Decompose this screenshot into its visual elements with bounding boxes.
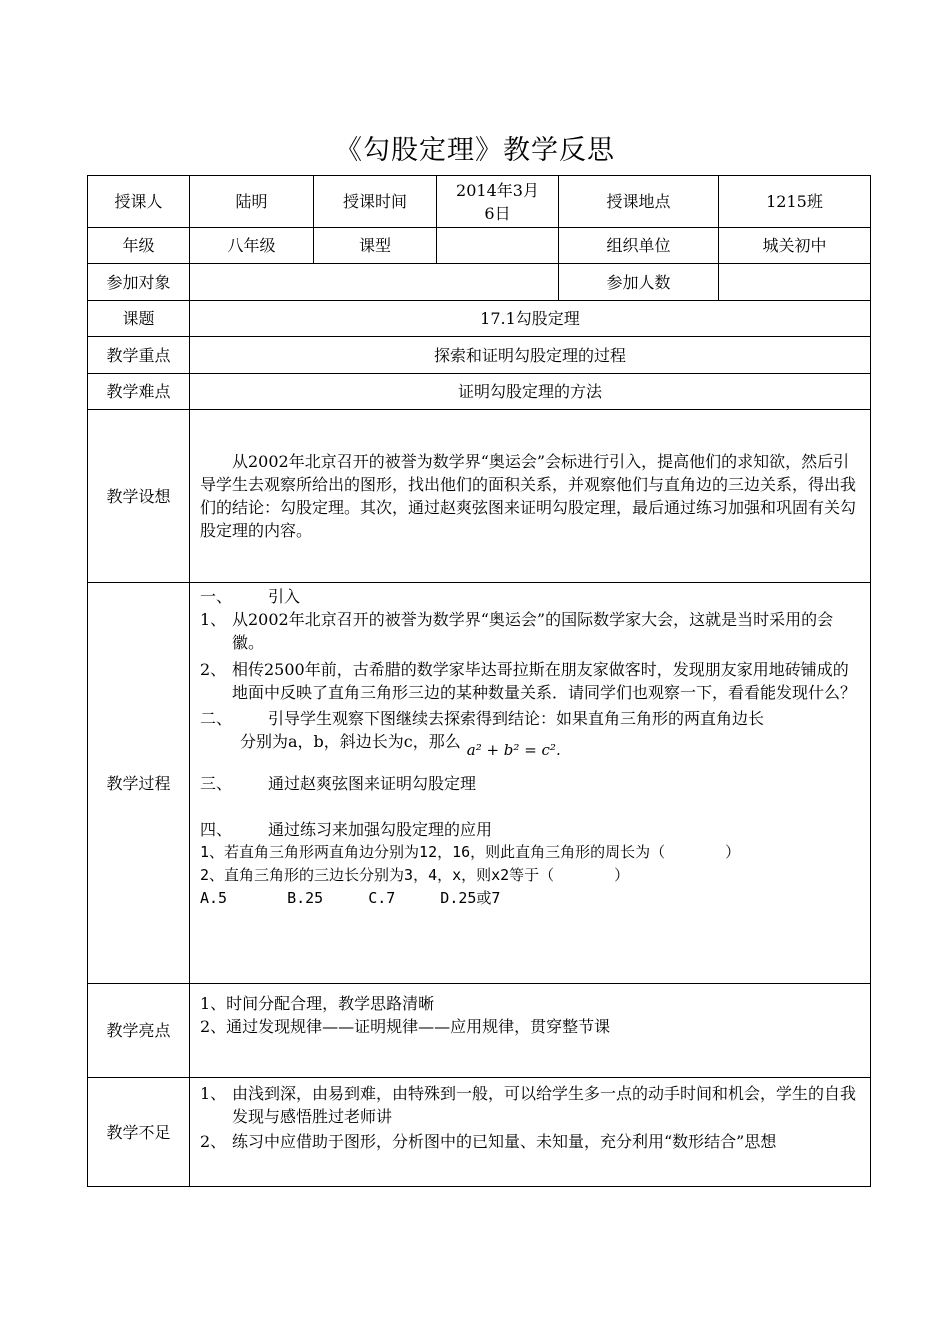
table-row <box>88 264 871 301</box>
table-row <box>88 583 871 984</box>
question-2: 2、直角三角形的三边长分别为3，4，x，则x2等于（ ） <box>200 866 630 884</box>
item-1-number: 1、 <box>200 610 227 629</box>
design-content <box>190 410 871 583</box>
question-1: 1、若直角三角形两直角边分别为12，16，则此直角三角形的周长为（ ） <box>200 843 741 861</box>
place-value: 1215班 <box>719 176 871 228</box>
section-3-number: 三、 <box>200 774 233 793</box>
page-title: 《勾股定理》教学反思 <box>335 135 615 166</box>
section-4 <box>200 818 860 841</box>
topic-value: 17.1勾股定理 <box>190 301 871 337</box>
table-row <box>88 228 871 264</box>
highlight-2: 2、通过发现规律——证明规律——应用规律，贯穿整节课 <box>200 1017 611 1036</box>
section-2 <box>200 707 860 730</box>
table-row <box>88 984 871 1078</box>
section-2-cont-text: 分别为a，b，斜边长为c，那么 <box>240 732 461 751</box>
list-item <box>200 608 860 654</box>
time-line2: 6日 <box>484 203 511 223</box>
type-value <box>437 228 559 264</box>
table-row <box>88 1078 871 1187</box>
shortcoming-2-number: 2、 <box>200 1132 227 1151</box>
focus-label: 教学重点 <box>88 337 190 374</box>
difficulty-value: 证明勾股定理的方法 <box>190 374 871 410</box>
table-row <box>88 374 871 410</box>
list-item <box>200 1130 860 1153</box>
grade-value: 八年级 <box>190 228 314 264</box>
highlights-label: 教学亮点 <box>88 984 190 1078</box>
audience-value <box>190 264 559 301</box>
table-row <box>88 410 871 583</box>
time-label: 授课时间 <box>314 176 437 228</box>
type-label: 课型 <box>314 228 437 264</box>
org-value: 城关初中 <box>719 228 871 264</box>
reflection-table <box>87 175 871 1187</box>
table-row <box>88 176 871 228</box>
grade-label: 年级 <box>88 228 190 264</box>
section-3 <box>200 772 860 795</box>
item-2-text: 相传2500年前，古希腊的数学家毕达哥拉斯在朋友家做客时，发现朋友家用地砖铺成的地面中反映了直角三角形三边的某种数量关系．请同学们也观察一下，看看能发现什么？ <box>232 660 857 702</box>
time-line1: 2014年3月 <box>456 180 539 200</box>
table-row <box>88 337 871 374</box>
design-label: 教学设想 <box>88 410 190 583</box>
list-item <box>200 658 860 704</box>
count-label: 参加人数 <box>559 264 719 301</box>
difficulty-label: 教学难点 <box>88 374 190 410</box>
section-1-title: 引入 <box>268 587 301 606</box>
section-2-continuation <box>200 730 860 759</box>
shortcoming-1-text: 由浅到深，由易到难，由特殊到一般，可以给学生多一点的动手时间和机会，学生的自我发现与感悟胜过老师讲 <box>232 1084 857 1126</box>
shortcomings-content <box>190 1078 871 1187</box>
section-4-text: 通过练习来加强勾股定理的应用 <box>268 820 493 839</box>
question-2-options: A.5 B.25 C.7 D.25或7 <box>200 889 501 907</box>
process-label: 教学过程 <box>88 583 190 984</box>
org-label: 组织单位 <box>559 228 719 264</box>
item-2-number: 2、 <box>200 660 227 679</box>
section-2-number: 二、 <box>200 709 233 728</box>
pythagorean-formula: a² + b² = c². <box>466 741 561 759</box>
count-value <box>719 264 871 301</box>
section-1 <box>200 585 860 608</box>
highlight-1: 1、时间分配合理，教学思路清晰 <box>200 994 435 1013</box>
focus-value: 探索和证明勾股定理的过程 <box>190 337 871 374</box>
audience-label: 参加对象 <box>88 264 190 301</box>
section-3-text: 通过赵爽弦图来证明勾股定理 <box>268 774 477 793</box>
place-label: 授课地点 <box>559 176 719 228</box>
table-row <box>88 301 871 337</box>
design-text: 从2002年北京召开的被誉为数学界“奥运会”会标进行引入，提高他们的求知欲，然后引导学生去观察所给出的图形，找出他们的面积关系，并观察他们与直角边的三边关系，得出我们的结论：勾股定理。其次，通过赵爽弦图来证明勾股定理，最后通过练习加强和巩固有关勾股定理的内容。 <box>200 452 857 540</box>
time-value <box>437 176 559 228</box>
topic-label: 课题 <box>88 301 190 337</box>
shortcoming-2-text: 练习中应借助于图形，分析图中的已知量、未知量，充分利用“数形结合”思想 <box>232 1132 777 1151</box>
process-content <box>190 583 871 984</box>
item-1-text: 从2002年北京召开的被誉为数学界“奥运会”的国际数学家大会，这就是当时采用的会徽。 <box>232 610 834 652</box>
section-1-number: 一、 <box>200 587 233 606</box>
teacher-label: 授课人 <box>88 176 190 228</box>
section-2-text: 引导学生观察下图继续去探索得到结论：如果直角三角形的两直角边长 <box>268 709 765 728</box>
list-item <box>200 1082 860 1128</box>
highlights-content <box>190 984 871 1078</box>
teacher-value: 陆明 <box>190 176 314 228</box>
shortcoming-1-number: 1、 <box>200 1084 227 1103</box>
shortcomings-label: 教学不足 <box>88 1078 190 1187</box>
section-4-number: 四、 <box>200 820 233 839</box>
